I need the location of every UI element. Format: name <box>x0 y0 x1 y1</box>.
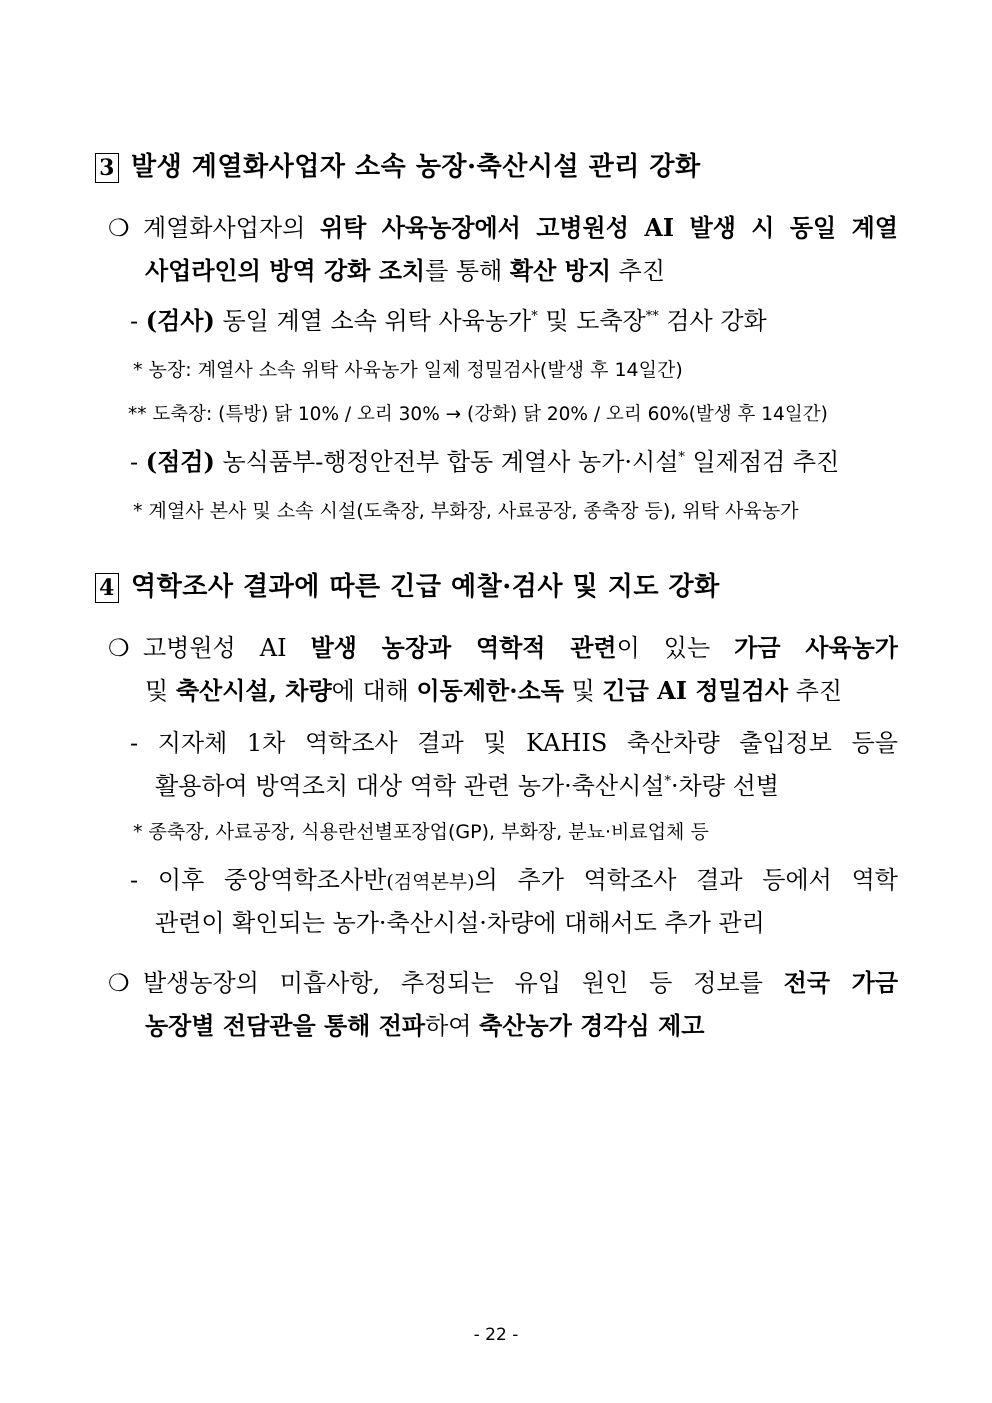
footnote: * 농장: 계열사 소속 위탁 사육농가 일제 정밀검사(발생 후 14일간) <box>133 359 683 381</box>
footnote: * 계열사 본사 및 소속 시설(도축장, 부화장, 사료공장, 종축장 등), 위탁 사육농가 <box>133 500 799 522</box>
section-title: 역학조사 결과에 따른 긴급 예찰·검사 및 지도 강화 <box>131 572 720 602</box>
bullet-item: ❍ 계열화사업자의 위탁 사육농장에서 고병원성 AI 발생 시 동일 계열 <box>108 213 898 242</box>
footnote: ** 도축장: (특방) 닭 10% / 오리 30% → (강화) 닭 20% / 오리 60%(발생 후 14일간) <box>128 404 828 425</box>
bullet-item-continuation: 사업라인의 방역 강화 조치를 통해 확산 방지 추진 <box>145 256 665 285</box>
dash-item: - (점검) 농식품부-행정안전부 합동 계열사 농가·시설* 일제점검 추진 <box>130 447 840 476</box>
section-number-box: 4 <box>95 573 119 603</box>
section-title: 발생 계열화사업자 소속 농장·축산시설 관리 강화 <box>131 152 701 182</box>
bullet-item: ❍ 발생농장의 미흡사항, 추정되는 유입 원인 등 정보를 전국 가금 <box>108 968 898 997</box>
section-number-box: 3 <box>95 153 119 183</box>
dash-item: - 지자체 1차 역학조사 결과 및 KAHIS 축산차량 출입정보 등을 <box>130 729 898 757</box>
dash-item: - 이후 중앙역학조사반(검역본부)의 추가 역학조사 결과 등에서 역학 <box>130 866 898 894</box>
dash-item: - (검사) 동일 계열 소속 위탁 사육농가* 및 도축장** 검사 강화 <box>130 306 767 335</box>
page-number: - 22 - <box>473 1325 519 1345</box>
bullet-item-continuation: 및 축산시설, 차량에 대해 이동제한·소독 및 긴급 AI 정밀검사 추진 <box>145 676 843 705</box>
dash-item-continuation: 활용하여 방역조치 대상 역학 관련 농가·축산시설*·차량 선별 <box>155 772 779 800</box>
bullet-item-continuation: 농장별 전담관을 통해 전파하여 축산농가 경각심 제고 <box>145 1011 705 1040</box>
circle-bullet-icon: ❍ <box>108 214 130 242</box>
circle-bullet-icon: ❍ <box>108 634 130 662</box>
section-3-heading <box>95 146 701 183</box>
circle-bullet-icon: ❍ <box>108 969 130 997</box>
dash-item-continuation: 관련이 확인되는 농가·축산시설·차량에 대해서도 추가 관리 <box>155 909 765 937</box>
footnote: * 종축장, 사료공장, 식용란선별포장업(GP), 부화장, 분뇨·비료업체 등 <box>133 821 709 843</box>
section-4-heading <box>95 566 720 603</box>
bullet-item: ❍ 고병원성 AI 발생 농장과 역학적 관련이 있는 가금 사육농가 <box>108 633 898 662</box>
